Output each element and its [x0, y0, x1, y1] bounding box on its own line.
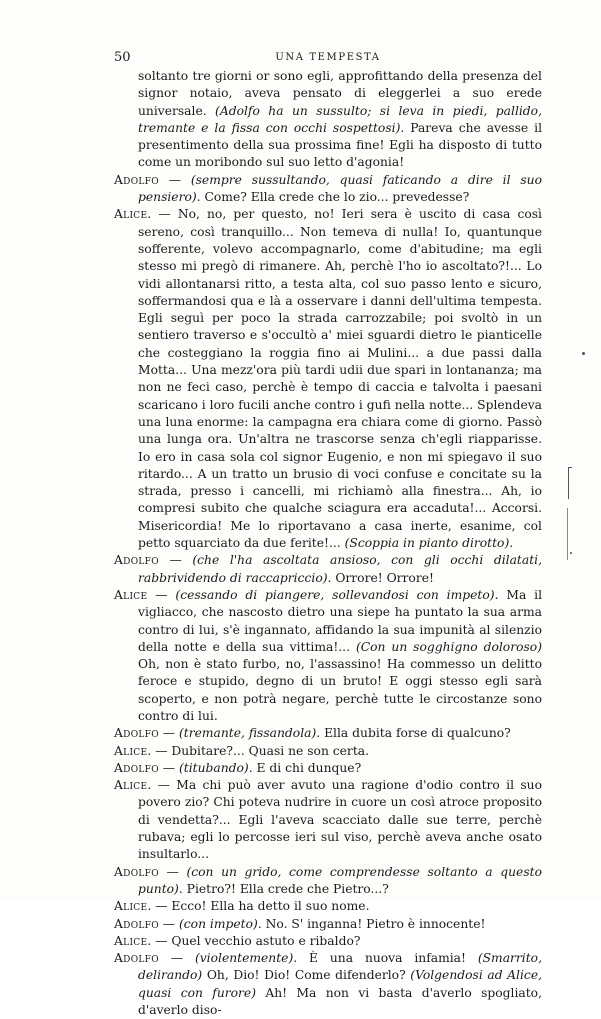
dialogue-text-segment: . — No, no, per questo, no! Ieri sera è uscito di casa così sereno, così tranquillo... Non temeva di nulla! Io, quantunque sofferente, volevo accompagnarlo, come d'abitudine; ma egli stesso mi pregò di rimanere. Ah, perchè l'ho io ascoltato?!... Lo vidi allontanarsi ritto, a testa alta, col suo passo lento e sicuro, soffermandosi qua e là a osservare i danni dell'ultima tempesta. Egli seguì per poco la strada carrozzabile; poi svoltò in un sentiero traverso e s'occultò a' miei sguardi dietro le pianticelle che costeggiano la roggia fino ai Mulini... a due passi dalla Motta... Una mezz'ora più tardi udii due spari in lontananza; ma non ne feci caso, perchè è tempo di caccia e talvolta i paesani scaricano i loro fucili anche contro i gufi nella notte... Splendeva una luna enorme: la campagna era chiara come di giorno. Passò una lunga ora. Un'altra ne trascorse senza ch'egli riapparisse. Io ero in casa sola col signor Eugenio, e non mi spiegavo il suo ritardo... A un tratto un brusio di voci confuse e concitate su la strada, presso i cancelli, mi richiamò alla finestra... Ah, io compresi subito che qualche sciagura era accaduta!... Accorsi. Misericordia! Me lo riportavano a casa inerte, esanime, col petto squarciato da due ferite!... — [138, 207, 542, 551]
dialogue-text-segment: . Ma il vigliacco, che nascosto dietro una siepe ha puntato la sua arma contro di lui, s'è ingannato, affidando la sua impunità al silenzio della notte e della sua vittima!... — [138, 587, 542, 654]
dialogue-text-segment: . — Ma chi può aver avuto una ragione d'odio contro il suo povero zio? Chi poteva nudrire in cuore un così atroce proposito di vendetta?... Egli l'aveva scacciato dalle sue terre, perchè rubava; egli lo percosse ieri sul viso, perchè aveva anche osato insultarlo... — [138, 778, 542, 862]
page-header — [114, 50, 542, 68]
stage-direction: (violentemente) — [194, 951, 294, 966]
stage-direction: (cessando di piangere, sollevandosi con impeto) — [175, 587, 495, 602]
dialogue-text-segment: — — [158, 864, 187, 879]
dialogue-text-segment: Oh, non è stato furbo, no, l'assassino! Ha commesso un delitto feroce e stupido, degno di un bruto! E oggi stesso egli sarà scoperto, e non potrà negare, perchè tutte le circostanze sono contro di lui. — [138, 657, 542, 723]
stage-direction: (Volgendosi ad Alice, quasi con furore) — [138, 968, 542, 1000]
dialogue-line — [114, 760, 542, 777]
margin-speck — [570, 552, 572, 554]
dialogue-line — [114, 864, 542, 899]
speaker-name: Alice — [114, 743, 148, 758]
dialogue-line — [114, 725, 542, 742]
dialogue-text-segment: . No. S' inganna! Pietro è innocente! — [257, 916, 486, 931]
margin-bracket-tick — [568, 467, 572, 468]
stage-direction: (Con un sogghigno doloroso) — [355, 639, 542, 654]
dialogue-text-segment: — — [158, 553, 193, 568]
dialogue-text-segment: Oh, Dio! Dio! Come difenderlo? — [202, 968, 411, 983]
running-title: UNA TEMPESTA — [275, 52, 381, 63]
continuation-paragraph — [114, 68, 542, 172]
speaker-name: Alice — [114, 587, 148, 602]
dialogue-text-segment: Ah! Ma non vi basta d'averlo spogliato, d'averlo diso- — [138, 985, 542, 1018]
speaker-name: Adolfo — [114, 916, 159, 931]
stage-direction: (con impeto) — [179, 916, 258, 931]
page-number: 50 — [114, 50, 131, 65]
stage-direction: (con un grido, come comprendesse soltanto a questo punto) — [138, 864, 542, 896]
speaker-name: Alice — [114, 778, 148, 793]
speaker-name: Adolfo — [114, 553, 159, 568]
dialogue-text-segment: . Ella dubita forse di qualcuno? — [316, 726, 511, 741]
dialogue-text-segment: . — Dubitare?... Quasi ne son certa. — [147, 743, 369, 758]
dialogue-text — [114, 68, 542, 1019]
dialogue-text-segment: — — [147, 587, 176, 602]
stage-direction: (sempre sussultando, quasi faticando a dire il suo pensiero) — [138, 172, 542, 205]
stage-direction: (che l'ha ascoltata ansioso, con gli occhi dilatati, rabbrividendo di raccapriccio) — [138, 553, 542, 585]
speaker-name: Adolfo — [114, 864, 159, 879]
dialogue-line — [114, 916, 542, 933]
speaker-name: Adolfo — [114, 760, 159, 775]
stage-direction: (Scoppia in pianto dirotto) — [344, 536, 510, 551]
speaker-name: Alice — [114, 899, 148, 914]
dialogue-text-segment: — — [158, 172, 191, 187]
margin-dot — [582, 352, 585, 355]
margin-stroke — [567, 508, 568, 560]
dialogue-line — [114, 587, 542, 725]
stage-direction: (tremante, fissandola) — [179, 726, 317, 741]
dialogue-text-segment: . Pietro?! Ella crede che Pietro...? — [178, 881, 389, 896]
dialogue-text-segment: — — [158, 726, 179, 741]
dialogue-line — [114, 206, 542, 552]
dialogue-line — [114, 933, 542, 950]
dialogue-text-segment: — — [158, 760, 179, 775]
margin-bracket — [568, 467, 569, 499]
speaker-name: Adolfo — [114, 172, 159, 187]
speaker-name: Alice — [114, 933, 148, 948]
dialogue-line — [114, 552, 542, 587]
stage-direction: (Adolfo ha un sussulto; si leva in piedi, pallido, tremante e la fissa con occhi sospettosi) — [138, 103, 542, 135]
stage-direction: (Smarrito, delirando) — [138, 951, 542, 983]
dialogue-text-segment: . È una nuova infamia! — [293, 951, 478, 966]
speaker-name: Alice — [114, 207, 148, 222]
dialogue-text-segment: . — Ecco! Ella ha detto il suo nome. — [147, 899, 370, 914]
stage-direction: (titubando) — [179, 760, 249, 775]
dialogue-text-segment: . — Quel vecchio astuto e ribaldo? — [147, 933, 361, 948]
speaker-name: Adolfo — [114, 726, 159, 741]
dialogue-line — [114, 172, 542, 207]
dialogue-text-segment: soltanto tre giorni or sono egli, approfittando della presenza del signor notaio, aveva pensato di eleggerlei a suo erede universale. — [138, 69, 542, 118]
dialogue-text-segment: . — [509, 536, 514, 551]
dialogue-line — [114, 743, 542, 760]
dialogue-text-segment: — — [158, 916, 179, 931]
dialogue-text-segment: . Orrore! Orrore! — [327, 570, 434, 585]
dialogue-text-segment: . Come? Ella crede che lo zio... prevedesse? — [196, 190, 470, 205]
dialogue-line — [114, 898, 542, 915]
dialogue-text-segment: . E di chi dunque? — [248, 760, 362, 775]
dialogue-line — [114, 777, 542, 863]
dialogue-text-segment: . Pareva che avesse il presentimento della sua prossima fine! Egli ha disposto di tutto come un moribondo sul suo letto d'agonia! — [138, 120, 542, 170]
dialogue-text-segment: — — [158, 951, 195, 966]
speaker-name: Adolfo — [114, 951, 159, 966]
dialogue-line — [114, 950, 542, 1019]
